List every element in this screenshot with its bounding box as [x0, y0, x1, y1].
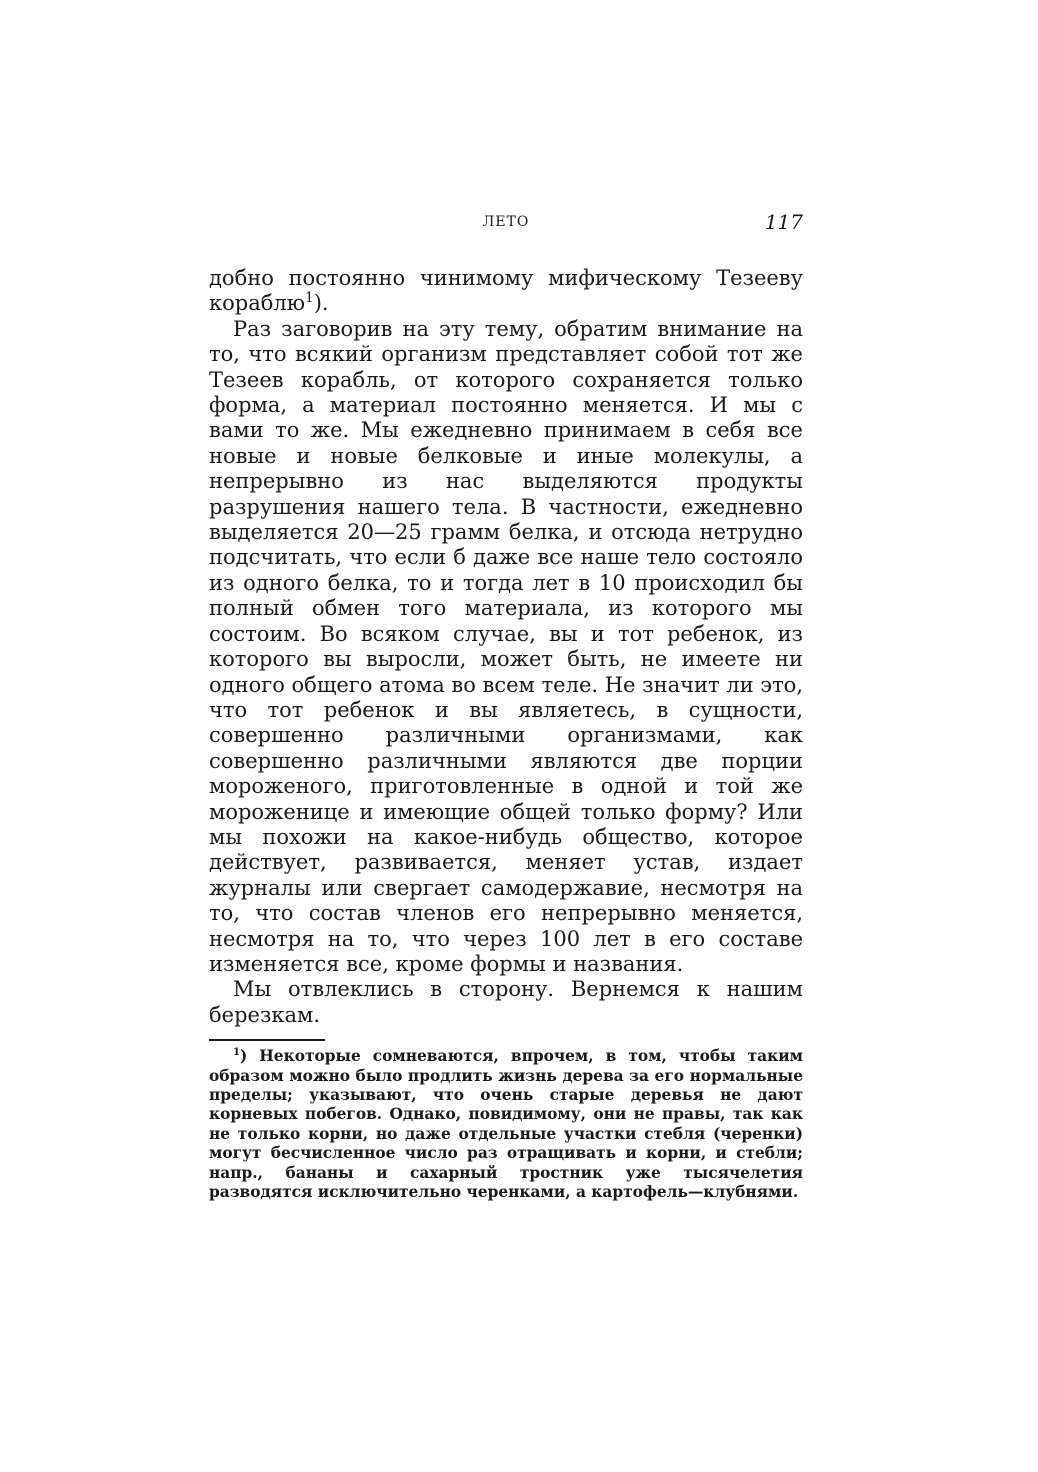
paragraph-text: добно постоянно чинимому мифическому Тезееву кораблю: [209, 266, 803, 316]
footnote-divider: [209, 1039, 325, 1041]
footnote-reference: 1: [305, 290, 314, 307]
running-title: ЛЕТО: [482, 214, 530, 230]
paragraph: Раз заговорив на эту тему, обратим внимание на то, что всякий организм представляет собой тот же Тезеев корабль, от которого сохраняется только форма, а материал постоянно меняется. И мы с вами то же. Мы ежедневно принимаем в себя все новые и новые белковые и иные молекулы, а непрерывно из нас выделяются продукты разрушения нашего тела. В частности, ежедневно выделяется 20—25 грамм белка, и отсюда нетрудно подсчитать, что если б даже все наше тело состояло из одного белка, то и тогда лет в 10 происходил бы полный обмен того материала, из которого мы состоим. Во всяком случае, вы и тот ребенок, из которого вы выросли, может быть, не имеете ни одного общего атома во всем теле. Не значит ли это, что тот ребенок и вы являетесь, в сущности, совершенно различными организмами, как совершенно различными являются две порции мороженого, приготовленные в одной и той же мороженице и имеющие общей только форму? Или мы похожи на какое-нибудь общество, которое действует, развивается, меняет устав, издает журналы или свергает самодержавие, несмотря на то, что состав членов его непрерывно меняется, несмотря на то, что через 100 лет в его составе изменяется все, кроме формы и названия.: [209, 316, 803, 976]
body-text: [209, 266, 803, 1028]
paragraph-continued: [209, 266, 803, 317]
paragraph: Мы отвлеклись в сторону. Вернемся к нашим березкам.: [209, 977, 803, 1027]
running-head: [209, 210, 803, 240]
page-number: 117: [764, 210, 803, 234]
paragraph-text-end: ).: [313, 291, 329, 316]
footnote: [209, 1047, 803, 1202]
footnote-text: ) Некоторые сомневаются, впрочем, в том, чтобы таким образом можно было продлить жизнь дерева за его нормальные пределы; указывают, что очень старые деревья не дают корневых побегов. Однако, повидимому, они не правы, так как не только корни, но даже отдельные участки стебля (черенки) могут бесчисленное число раз отращивать и корни, и стебли; напр., бананы и сахарный тростник уже тысячелетия разводятся исключительно черенками, а картофель—клубнями.: [209, 1047, 803, 1202]
book-page: [209, 210, 803, 1202]
footnote-mark: 1: [233, 1047, 240, 1059]
footnotes: [209, 1047, 803, 1202]
